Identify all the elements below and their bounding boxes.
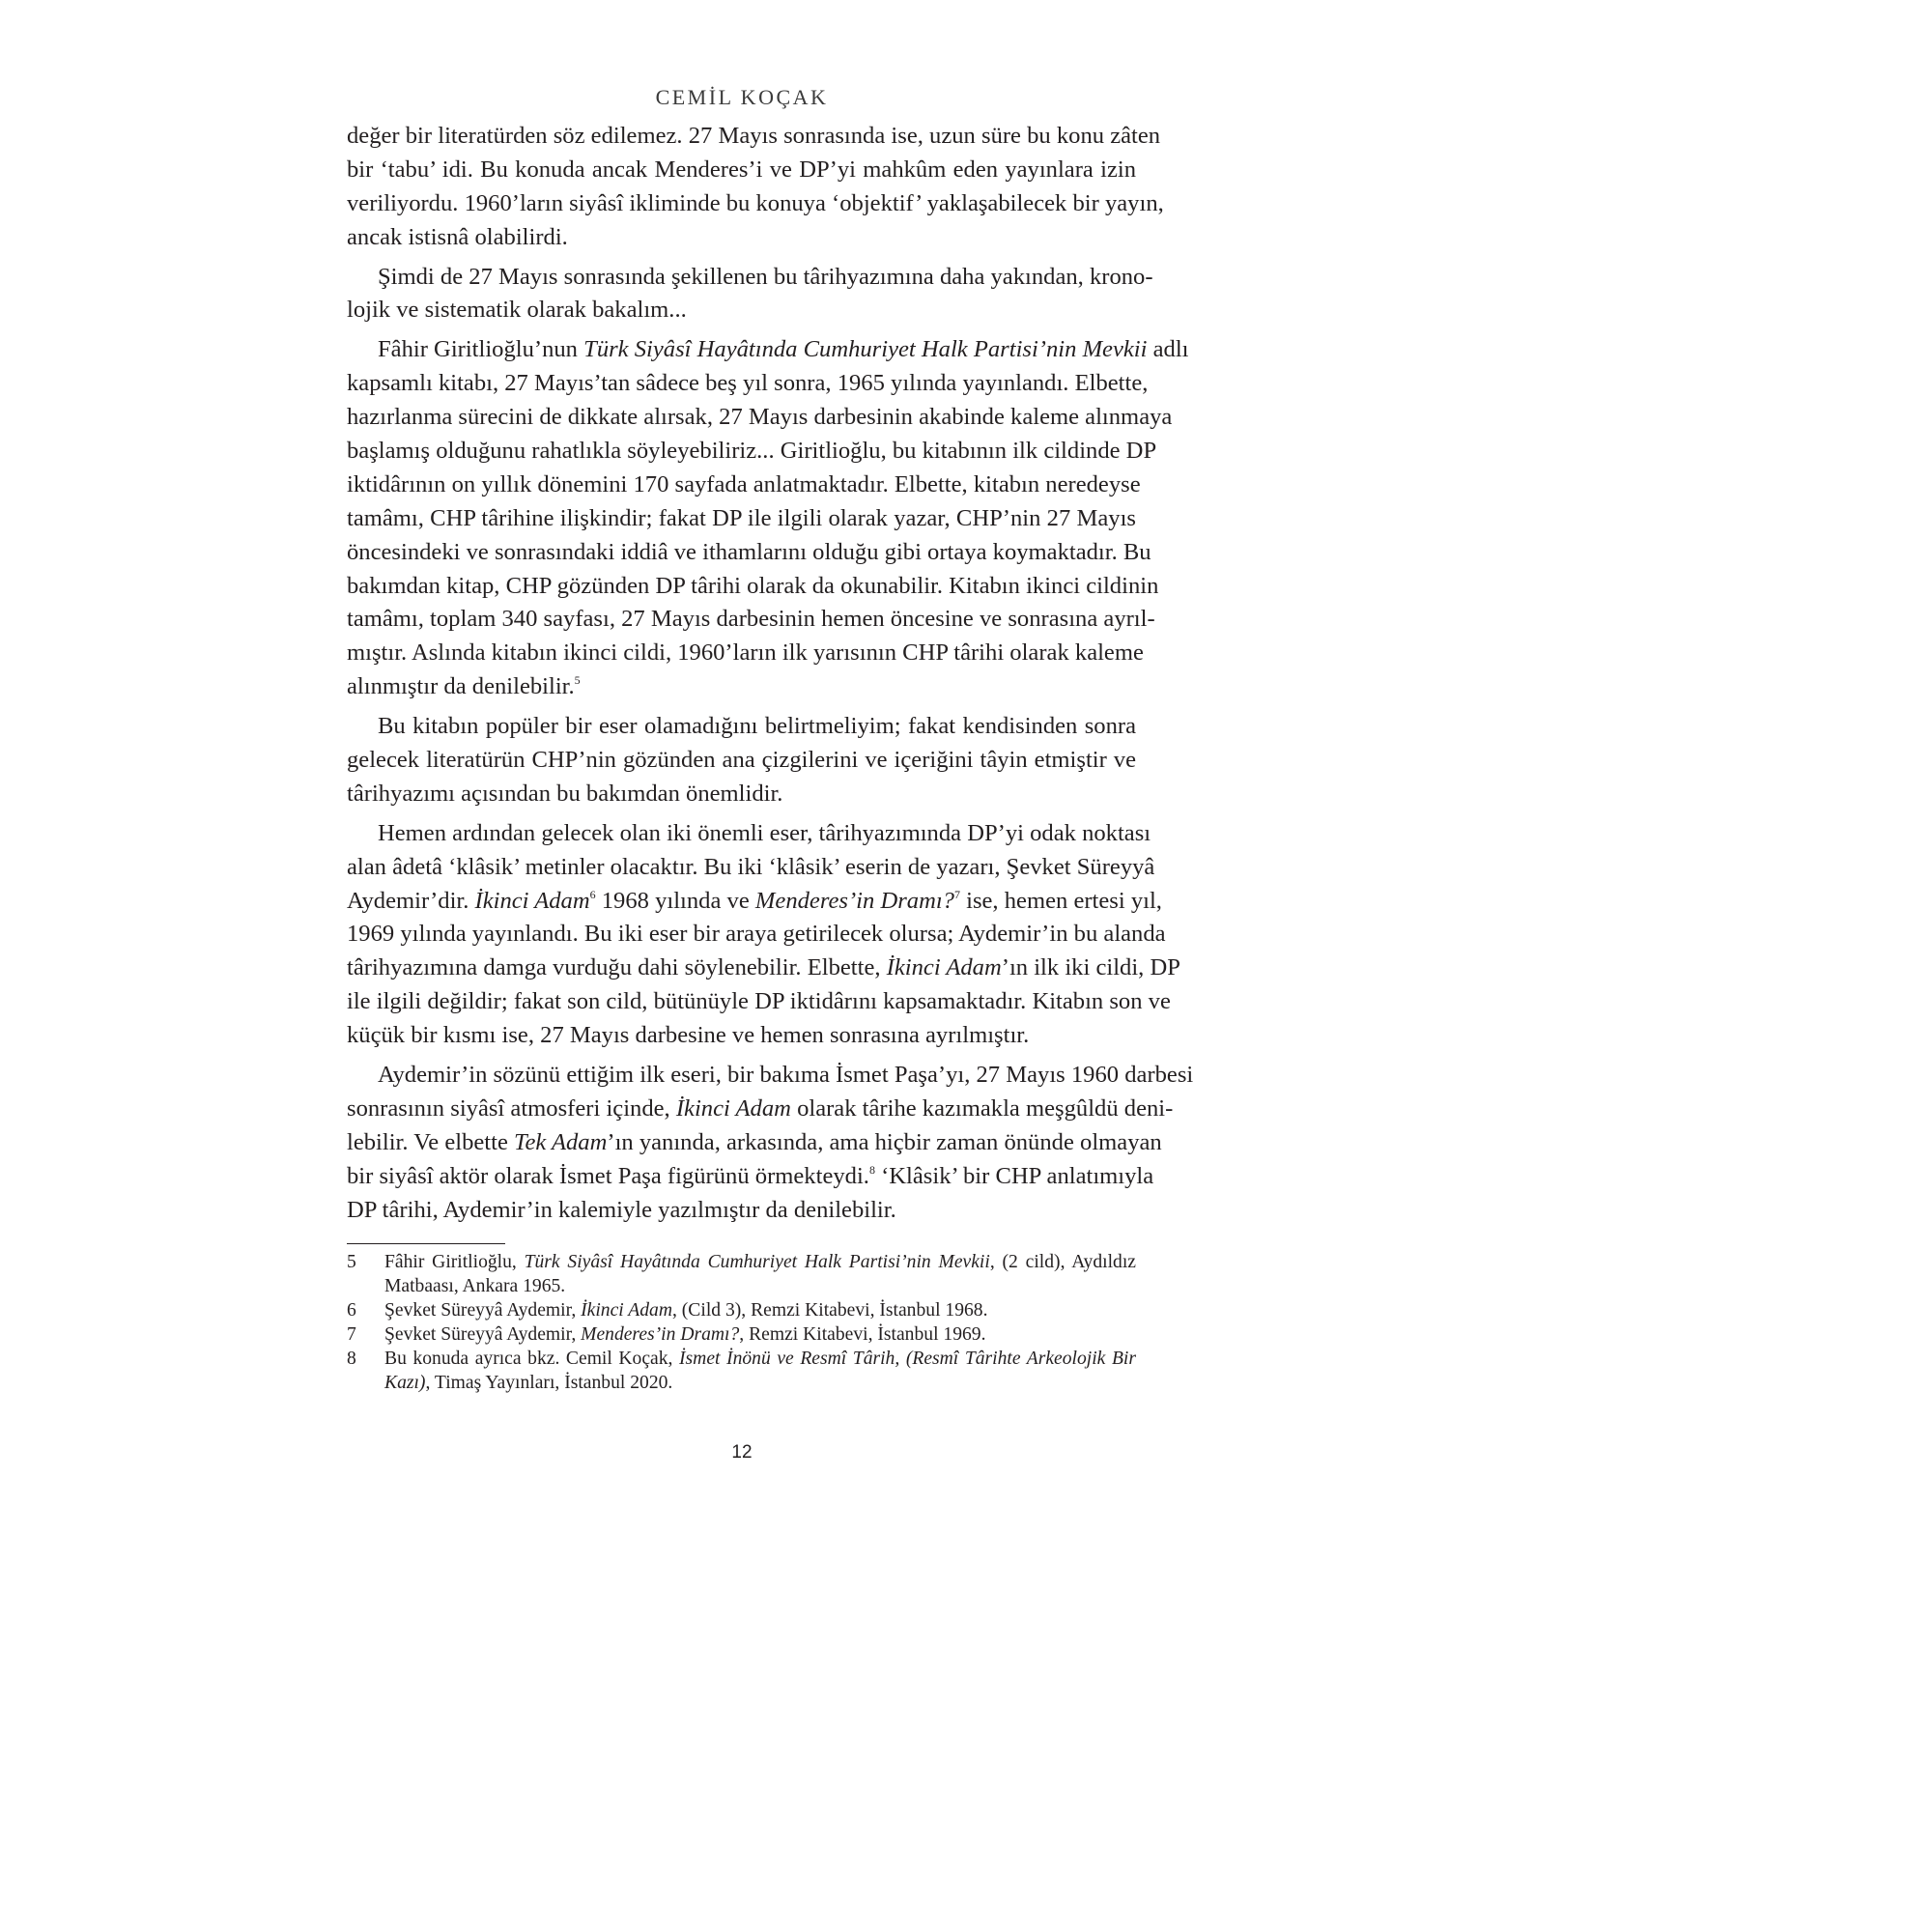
footnote-line xyxy=(384,1298,1136,1322)
body-text xyxy=(347,120,1194,1234)
text-run: Aydemir’in sözünü ettiğim ilk eseri, bir bakıma İsmet Paşa’yı, 27 Mayıs 1960 darbesi xyxy=(378,1062,1194,1089)
text-run: Hemen ardından gelecek olan iki önemli eser, târihyazımında DP’yi odak noktası xyxy=(378,819,1151,846)
text-line xyxy=(347,502,1136,536)
text-run: Bu konuda ayrıca bkz. Cemil Koçak, xyxy=(384,1349,680,1369)
text-run: Fâhir Giritlioğlu’nun xyxy=(378,336,584,363)
text-line xyxy=(347,570,1159,604)
text-line xyxy=(347,637,1144,670)
italic-title: Türk Siyâsî Hayâtında Cumhuriyet Halk Partisi’nin Mevkii xyxy=(583,336,1148,363)
text-line xyxy=(347,885,1162,919)
italic-title: İkinci Adam xyxy=(886,954,1002,981)
footnote xyxy=(347,1322,1136,1347)
footnote-line xyxy=(384,1347,1136,1371)
footnote-reference: 7 xyxy=(953,887,960,901)
page-number: 12 xyxy=(731,1442,753,1463)
text-line xyxy=(347,401,1173,435)
footnote-text xyxy=(384,1250,1136,1298)
text-line xyxy=(347,670,1136,704)
text-line xyxy=(347,367,1149,401)
text-run: ’ın yanında, arkasında, ama hiçbir zaman önünde olmayan xyxy=(607,1128,1162,1155)
text-line xyxy=(347,221,1136,255)
text-line xyxy=(347,918,1166,952)
text-line xyxy=(347,261,1153,295)
text-line xyxy=(347,778,1136,811)
footnote-text xyxy=(384,1347,1136,1395)
footnote-number: 5 xyxy=(347,1252,356,1272)
text-run: bir ‘tabu’ idi. Bu konuda ancak Menderes’i ve DP’yi mahkûm eden yayınlara izin xyxy=(347,156,1136,183)
text-line xyxy=(347,1059,1194,1093)
text-run: küçük bir kısmı ise, 27 Mayıs darbesine ve hemen sonrasına ayrılmıştır. xyxy=(347,1022,1030,1049)
text-line xyxy=(347,333,1189,367)
text-run: sonrasının siyâsî atmosferi içinde, xyxy=(347,1094,676,1122)
text-run: kapsamlı kitabı, 27 Mayıs’tan sâdece beş yıl sonra, 1965 yılında yayınlandı. Elbette, xyxy=(347,370,1149,397)
italic-title: İkinci Adam xyxy=(474,887,590,914)
text-line xyxy=(347,817,1151,851)
text-run: Bu kitabın popüler bir eser olamadığını belirtmeliyim; fakat kendisinden sonra xyxy=(378,713,1136,740)
text-run: veriliyordu. 1960’ların siyâsî ikliminde bu konuya ‘objektif’ yaklaşabilecek bir yayın, xyxy=(347,189,1164,216)
text-line xyxy=(347,154,1136,187)
text-line xyxy=(347,1093,1174,1126)
paragraph xyxy=(347,710,1136,811)
text-line xyxy=(347,1194,1136,1228)
footnote-number: 6 xyxy=(347,1300,356,1321)
italic-title: Menderes’in Dramı? xyxy=(581,1324,740,1345)
text-line xyxy=(347,469,1141,502)
text-run: olarak târihe kazımakla meşgûldü deni- xyxy=(790,1094,1174,1122)
text-run: ‘Klâsik’ bir CHP anlatımıyla xyxy=(874,1162,1154,1189)
text-run: mıştır. Aslında kitabın ikinci cildi, 1960’ların ilk yarısının CHP târihi olarak kaleme xyxy=(347,639,1144,667)
text-run: lebilir. Ve elbette xyxy=(347,1128,515,1155)
paragraph xyxy=(347,1059,1194,1227)
text-run: öncesindeki ve sonrasındaki iddiâ ve ithamlarını olduğu gibi ortaya koymaktadır. Bu xyxy=(347,538,1151,565)
footnote-number: 8 xyxy=(347,1349,356,1369)
text-line xyxy=(347,710,1136,744)
text-line xyxy=(347,120,1161,154)
text-line xyxy=(347,294,1136,327)
text-run: târihyazımı açısından bu bakımdan önemlidir. xyxy=(347,780,783,807)
paragraph xyxy=(347,333,1189,704)
italic-title: Kazı) xyxy=(384,1373,426,1393)
text-line xyxy=(347,1160,1154,1194)
text-run: tamâmı, CHP târihine ilişkindir; fakat DP ile ilgili olarak yazar, CHP’nin 27 Mayıs xyxy=(347,504,1136,531)
footnote-line xyxy=(384,1322,1136,1347)
text-run: gelecek literatürün CHP’nin gözünden ana çizgilerini ve içeriğini tâyin etmiştir ve xyxy=(347,747,1136,774)
footnote-text xyxy=(384,1322,1136,1347)
text-run: bakımdan kitap, CHP gözünden DP târihi olarak da okunabilir. Kitabın ikinci cildinin xyxy=(347,572,1159,599)
italic-title: İsmet İnönü ve Resmî Târih, (Resmî Târihte Arkeolojik Bir xyxy=(679,1349,1136,1369)
text-line xyxy=(347,952,1180,985)
footnote-reference: 8 xyxy=(868,1162,875,1177)
text-run: Şimdi de 27 Mayıs sonrasında şekillenen bu târihyazımına daha yakından, krono- xyxy=(378,263,1153,290)
text-run: 1969 yılında yayınlandı. Bu iki eser bir araya getirilecek olursa; Aydemir’in bu alanda xyxy=(347,921,1166,948)
text-run: Şevket Süreyyâ Aydemir, xyxy=(384,1324,582,1345)
text-line xyxy=(347,603,1155,637)
footnote xyxy=(347,1250,1136,1298)
text-run: lojik ve sistematik olarak bakalım... xyxy=(347,297,687,324)
text-line xyxy=(347,744,1136,778)
footnote-line xyxy=(384,1371,1136,1395)
footnote xyxy=(347,1347,1136,1395)
italic-title: İkinci Adam xyxy=(581,1300,672,1321)
text-run: , Timaş Yayınları, İstanbul 2020. xyxy=(425,1373,673,1393)
text-run: ’ın ilk iki cildi, DP xyxy=(1001,954,1180,981)
text-run: iktidârının on yıllık dönemini 170 sayfada anlatmaktadır. Elbette, kitabın neredeyse xyxy=(347,470,1141,497)
text-run: ise, hemen ertesi yıl, xyxy=(959,887,1162,914)
italic-title: Türk Siyâsî Hayâtında Cumhuriyet Halk Partisi’nin Mevkii xyxy=(524,1252,990,1272)
footnote-reference: 6 xyxy=(589,887,596,901)
text-line xyxy=(347,1126,1162,1160)
text-line xyxy=(347,851,1155,885)
text-run: ancak istisnâ olabilirdi. xyxy=(347,223,568,250)
footnote-text xyxy=(384,1298,1136,1322)
running-head: CEMİL KOÇAK xyxy=(655,85,829,109)
italic-title: Tek Adam xyxy=(514,1128,608,1155)
text-run: değer bir literatürden söz edilemez. 27 Mayıs sonrasında ise, uzun süre bu konu zâten xyxy=(347,123,1161,149)
text-run: DP târihi, Aydemir’in kalemiyle yazılmıştır da denilebilir. xyxy=(347,1196,896,1223)
italic-title: Menderes’in Dramı? xyxy=(754,887,954,914)
text-run: , (2 cild), Aydıldız xyxy=(989,1252,1136,1272)
text-run: tamâmı, toplam 340 sayfası, 27 Mayıs darbesinin hemen öncesine ve sonrasına ayrıl- xyxy=(347,606,1155,633)
text-run: alınmıştır da denilebilir. xyxy=(347,673,575,700)
text-run: Matbaası, Ankara 1965. xyxy=(384,1276,566,1296)
paragraph xyxy=(347,120,1164,255)
text-line xyxy=(347,435,1157,469)
text-run: , (Cild 3), Remzi Kitabevi, İstanbul 1968. xyxy=(671,1300,988,1321)
text-run: 1968 yılında ve xyxy=(595,887,755,914)
text-run: Fâhir Giritlioğlu, xyxy=(384,1252,525,1272)
footnote-number: 7 xyxy=(347,1324,356,1345)
text-line xyxy=(347,985,1171,1019)
text-run: alan âdetâ ‘klâsik’ metinler olacaktır. Bu iki ‘klâsik’ eserin de yazarı, Şevket Süreyyâ xyxy=(347,853,1155,880)
text-run: târihyazımına damga vurduğu dahi söylenebilir. Elbette, xyxy=(347,954,887,981)
italic-title: İkinci Adam xyxy=(675,1094,791,1122)
footnote-line xyxy=(384,1250,1136,1274)
paragraph xyxy=(347,817,1180,1053)
text-line xyxy=(347,536,1151,570)
footnotes xyxy=(347,1250,1136,1395)
footnote-line xyxy=(384,1274,1136,1298)
footnote-reference: 5 xyxy=(574,673,581,688)
text-run: adlı xyxy=(1147,336,1189,363)
text-run: başlamış olduğunu rahatlıkla söyleyebiliriz... Giritlioğlu, bu kitabının ilk cildinde DP xyxy=(347,438,1157,465)
footnote xyxy=(347,1298,1136,1322)
text-run: ile ilgili değildir; fakat son cild, bütünüyle DP iktidârını kapsamaktadır. Kitabın son ve xyxy=(347,988,1171,1015)
paragraph xyxy=(347,261,1153,328)
text-run: Aydemir’dir. xyxy=(347,887,475,914)
text-run: hazırlanma sürecini de dikkate alırsak, 27 Mayıs darbesinin akabinde kaleme alınmaya xyxy=(347,404,1173,431)
text-line xyxy=(347,1019,1136,1053)
text-run: Şevket Süreyyâ Aydemir, xyxy=(384,1300,582,1321)
text-line xyxy=(347,187,1164,221)
footnote-separator xyxy=(347,1243,505,1244)
text-run: , Remzi Kitabevi, İstanbul 1969. xyxy=(739,1324,986,1345)
text-run: bir siyâsî aktör olarak İsmet Paşa figürünü örmekteydi. xyxy=(347,1162,869,1189)
